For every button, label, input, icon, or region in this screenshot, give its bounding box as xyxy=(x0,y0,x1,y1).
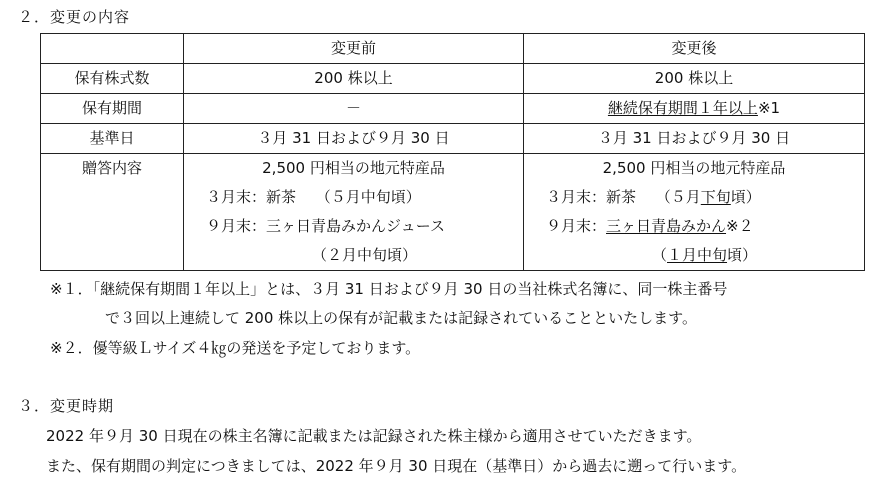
gift-after xyxy=(524,154,865,271)
gift-after-line-3 xyxy=(524,212,864,241)
section-3-title: ３．変更時期 xyxy=(18,397,115,415)
table-header-row xyxy=(41,34,865,64)
period-before: － xyxy=(184,94,524,124)
changes-table xyxy=(40,33,865,271)
record-date-before: ３月 31 日および９月 30 日 xyxy=(184,124,524,154)
note-1-line-1: ※１．「継続保有期間１年以上」とは、３月 31 日および９月 30 日の当社株式名簿に、同一株主番号 xyxy=(50,280,728,298)
row-label-record-date: 基準日 xyxy=(41,124,184,154)
record-date-after: ３月 31 日および９月 30 日 xyxy=(524,124,865,154)
table-row-record-date xyxy=(41,124,865,154)
row-label-period: 保有期間 xyxy=(41,94,184,124)
header-after: 変更後 xyxy=(524,34,865,64)
gift-after-line-4 xyxy=(524,241,864,270)
gift-after-line-2 xyxy=(524,183,864,212)
shares-after: 200 株以上 xyxy=(524,64,865,94)
note-1-line-2: で３回以上連続して 200 株以上の保有が記載または記録されていることといたします。 xyxy=(105,309,697,327)
section-3-paragraph-1: 2022 年９月 30 日現在の株主名簿に記載または記録された株主様から適用させていただきます。 xyxy=(46,427,702,445)
note-2: ※２．優等級Ｌサイズ４㎏の発送を予定しております。 xyxy=(50,339,421,357)
gift-before-line-2: ３月末：新茶 （５月中旬頃） xyxy=(206,188,421,206)
gift-before-line-1: 2,500 円相当の地元特産品 xyxy=(262,159,445,177)
gift-after-line-2-end: 頃） xyxy=(730,188,761,206)
gift-after-line-4-end: 頃） xyxy=(727,246,758,264)
section-2-title: ２．変更の内容 xyxy=(18,8,131,26)
gift-after-line-3-text: ９月末： xyxy=(546,217,607,235)
gift-after-line-2-text: ３月末：新茶 （５月 xyxy=(546,188,701,206)
header-before: 変更前 xyxy=(184,34,524,64)
gift-before-line-3: ９月末：三ヶ日青島みかんジュース xyxy=(206,217,445,235)
gift-after-line-2-underlined: 下旬 xyxy=(700,188,731,206)
table-row-gift xyxy=(41,154,865,271)
period-after xyxy=(524,94,865,124)
shares-before: 200 株以上 xyxy=(184,64,524,94)
gift-before xyxy=(184,154,524,271)
period-after-note-mark: ※1 xyxy=(757,99,781,117)
period-after-underlined: 継続保有期間１年以上 xyxy=(607,99,758,117)
gift-after-line-3-note-mark: ※２ xyxy=(726,217,754,235)
section-3-paragraph-2: また、保有期間の判定につきましては、2022 年９月 30 日現在（基準日）から過去に遡って行います。 xyxy=(46,457,747,475)
header-blank-cell xyxy=(41,34,184,64)
table-row-shares xyxy=(41,64,865,94)
gift-after-line-4-open: （ xyxy=(652,246,668,264)
row-label-shares: 保有株式数 xyxy=(41,64,184,94)
gift-after-line-4-underlined: １月中旬 xyxy=(667,246,728,264)
row-label-gift: 贈答内容 xyxy=(41,154,184,271)
gift-after-line-1: 2,500 円相当の地元特産品 xyxy=(602,159,786,177)
gift-before-line-4: （２月中旬頃） xyxy=(312,246,418,264)
table-row-period xyxy=(41,94,865,124)
gift-after-line-3-underlined: 三ヶ日青島みかん xyxy=(606,217,727,235)
